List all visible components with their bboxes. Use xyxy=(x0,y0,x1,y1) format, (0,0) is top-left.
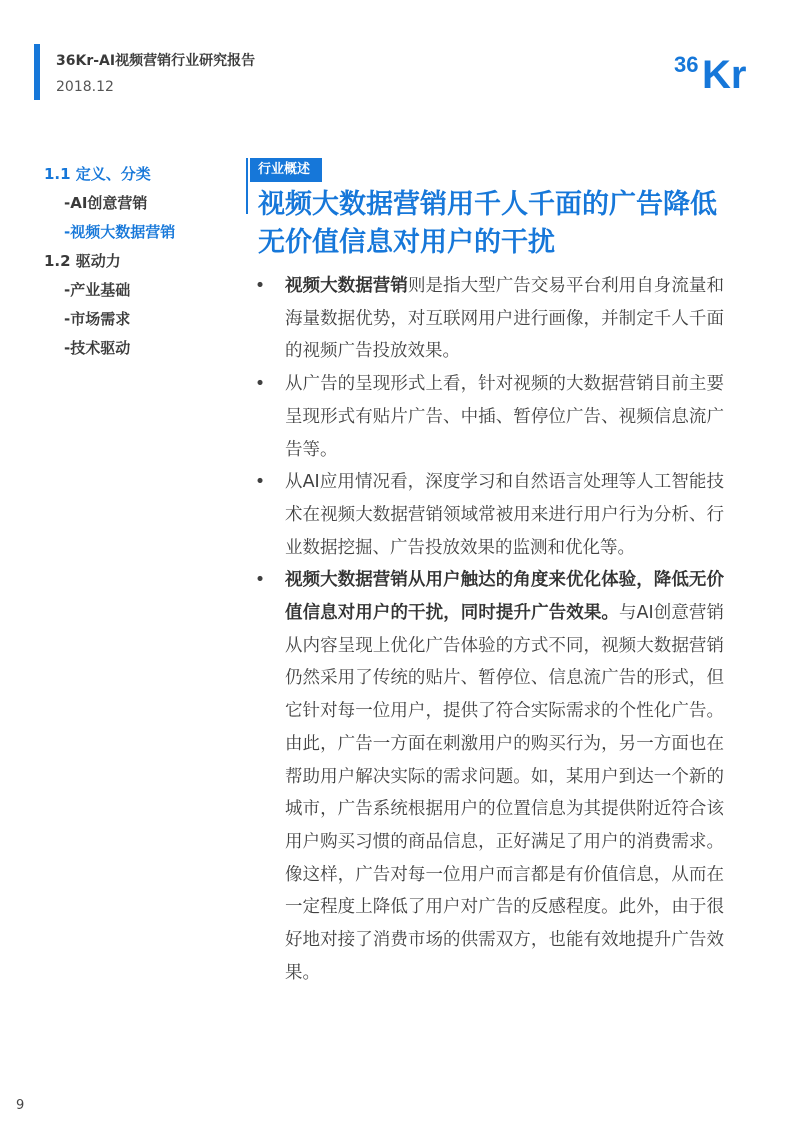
sidebar-item-definition[interactable]: 1.1 定义、分类 xyxy=(44,165,151,183)
bullet-dot-icon: • xyxy=(254,472,266,493)
section-accent-line xyxy=(246,158,248,214)
svg-text:36: 36 xyxy=(674,52,699,77)
bullet-item xyxy=(254,564,724,989)
sidebar-nav xyxy=(44,160,175,363)
sidebar-item-industry-foundation[interactable]: -产业基础 xyxy=(64,281,131,299)
bullet-dot-icon: • xyxy=(254,276,266,296)
page-headline: 视频大数据营销用千人千面的广告降低无价值信息对用户的干扰 xyxy=(258,189,717,258)
page-number: 9 xyxy=(16,1098,25,1113)
bullet-item xyxy=(254,466,724,564)
bullet-dot-icon: • xyxy=(254,374,266,395)
bullet-text: 从AI应用情况看，深度学习和自然语言处理等人工智能技术在视频大数据营销领域常被用来进行用户行为分析、行业数据挖掘、广告投放效果的监测和优化等。 xyxy=(285,472,724,558)
bullet-bold-text: 视频大数据营销从用户触达的角度来优化体验，降低无价值信息对用户的干扰，同时提升广告效果。 xyxy=(285,570,724,624)
report-title: 36Kr-AI视频营销行业研究报告 xyxy=(56,53,256,69)
svg-text:Kr: Kr xyxy=(702,53,747,92)
header-accent-bar xyxy=(34,44,40,100)
bullet-item xyxy=(254,368,724,466)
report-date: 2018.12 xyxy=(56,79,114,95)
36kr-logo xyxy=(674,44,764,92)
bullet-bold-text: 视频大数据营销 xyxy=(285,276,408,296)
bullet-list xyxy=(254,270,724,989)
sidebar-item-market-demand[interactable]: -市场需求 xyxy=(64,310,131,328)
bullet-text: 与AI创意营销从内容呈现上优化广告体验的方式不同，视频大数据营销仍然采用了传统的贴片、暂停位、信息流广告的形式，但它针对每一位用户，提供了符合实际需求的个性化广告。由此，广告一方面在刺激用户的购买行为，另一方面也在帮助用户解决实际的需求问题。如，某用户到达一个新的城市，广告系统根据用户的位置信息为其提供附近符合该用户购买习惯的商品信息，正好满足了用户的消费需求。像这样，广告对每一位用户而言都是有价值信息，从而在一定程度上降低了用户对广告的反感程度。此外，由于很好地对接了消费市场的供需双方，也能有效地提升广告效果。 xyxy=(285,603,725,983)
sidebar-item-ai-creative-marketing[interactable]: -AI创意营销 xyxy=(64,194,148,212)
section-tag: 行业概述 xyxy=(250,158,322,182)
bullet-text: 从广告的呈现形式上看，针对视频的大数据营销目前主要呈现形式有贴片广告、中插、暂停位广告、视频信息流广告等。 xyxy=(285,374,724,460)
sidebar-item-tech-driven[interactable]: -技术驱动 xyxy=(64,339,131,357)
bullet-dot-icon: • xyxy=(254,570,266,591)
bullet-text: 则是指大型广告交易平台利用自身流量和海量数据优势，对互联网用户进行画像，并制定千人千面的视频广告投放效果。 xyxy=(285,276,724,362)
sidebar-item-drivers[interactable]: 1.2 驱动力 xyxy=(44,252,121,270)
bullet-item xyxy=(254,270,724,368)
sidebar-item-video-big-data-marketing[interactable]: -视频大数据营销 xyxy=(64,223,176,241)
